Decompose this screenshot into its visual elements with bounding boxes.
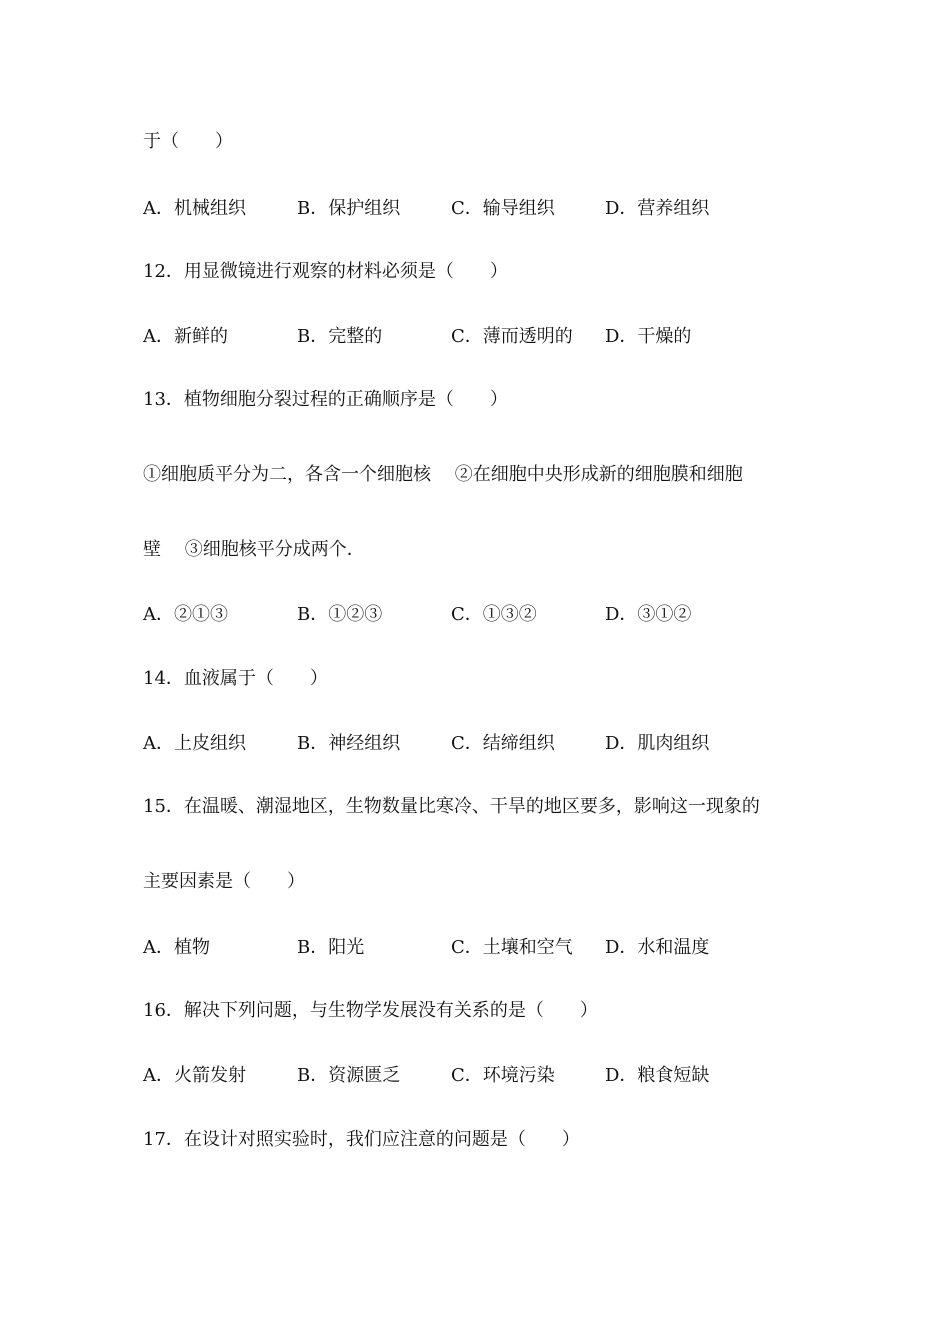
q12-option-c: C．薄而透明的 xyxy=(451,326,573,347)
q12-question: 12．用显微镜进行观察的材料必须是（ ） xyxy=(143,261,508,282)
q11-continuation: 于（ ） xyxy=(143,131,233,152)
q14-option-a: A．上皮组织 xyxy=(143,733,246,754)
q14-option-d: D．肌肉组织 xyxy=(605,733,710,754)
q13-statement-line2: 壁 ③细胞核平分成两个． xyxy=(143,539,365,560)
q13-option-b: B．①②③ xyxy=(297,604,383,625)
q12-options xyxy=(143,326,843,348)
q15-option-b: B．阳光 xyxy=(297,937,365,958)
q15-question-line2: 主要因素是（ ） xyxy=(143,871,305,892)
q13-question: 13．植物细胞分裂过程的正确顺序是（ ） xyxy=(143,389,508,410)
q14-question: 14．血液属于（ ） xyxy=(143,668,328,689)
q11-option-b: B．保护组织 xyxy=(297,198,401,219)
q13-option-d: D．③①② xyxy=(605,604,692,625)
q11-option-c: C．输导组织 xyxy=(451,198,555,219)
q15-options xyxy=(143,937,843,959)
q13-statement-line1: ①细胞质平分为二，各含一个细胞核 ②在细胞中央形成新的细胞膜和细胞 xyxy=(143,464,743,485)
q14-option-b: B．神经组织 xyxy=(297,733,401,754)
q13-option-a: A．②①③ xyxy=(143,604,228,625)
q13-option-c: C．①③② xyxy=(451,604,537,625)
q14-options xyxy=(143,733,843,755)
q11-option-a: A．机械组织 xyxy=(143,198,246,219)
q15-option-c: C．土壤和空气 xyxy=(451,937,573,958)
q16-option-c: C．环境污染 xyxy=(451,1065,555,1086)
q11-options xyxy=(143,198,843,220)
q16-option-d: D．粮食短缺 xyxy=(605,1065,710,1086)
q16-option-a: A．火箭发射 xyxy=(143,1065,246,1086)
q14-option-c: C．结缔组织 xyxy=(451,733,555,754)
q11-option-d: D．营养组织 xyxy=(605,198,710,219)
q16-options xyxy=(143,1065,843,1087)
q15-option-a: A．植物 xyxy=(143,937,210,958)
q13-options xyxy=(143,604,843,626)
q12-option-b: B．完整的 xyxy=(297,326,383,347)
q12-option-a: A．新鲜的 xyxy=(143,326,228,347)
q17-question: 17．在设计对照实验时，我们应注意的问题是（ ） xyxy=(143,1129,580,1150)
q15-question-line1: 15．在温暖、潮湿地区，生物数量比寒冷、干旱的地区要多，影响这一现象的 xyxy=(143,796,760,817)
q16-question: 16．解决下列问题，与生物学发展没有关系的是（ ） xyxy=(143,1000,598,1021)
q12-option-d: D．干燥的 xyxy=(605,326,692,347)
q16-option-b: B．资源匮乏 xyxy=(297,1065,401,1086)
q15-option-d: D．水和温度 xyxy=(605,937,710,958)
